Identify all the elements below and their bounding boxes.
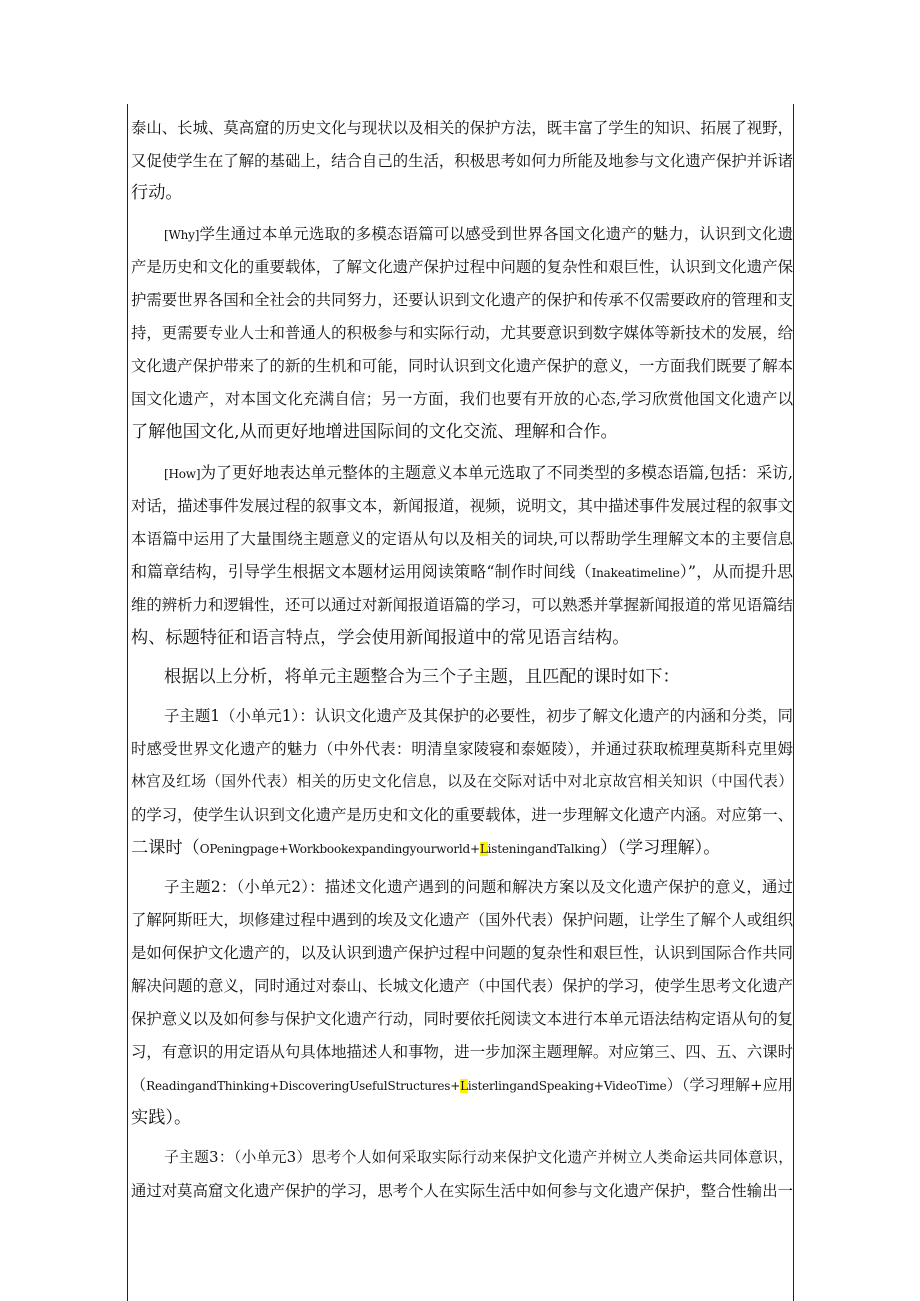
paragraph-why-first-line: [Why]学生通过本单元选取的多模态语篇可以感受到世界各国文化遗产的魅力，认识到文化遗 [164,225,793,243]
subtopic-2-first-line: 子主题2：（小单元2）：描述文化遗产遇到的问题和解决方案以及文化遗产保护的意义，通过 [164,878,793,896]
text-line: 时感受世界文化遗产的魅力（中外代表：明清皇家陵寝和泰姬陵），并通过获取梳理莫斯科克里姆 [131,740,793,758]
highlight-mark: L [479,842,488,856]
text-line: 国文化遗产，对本国文化充满自信；另一方面，我们也要有开放的心态,学习欣赏他国文化遗产以 [131,390,793,408]
english-term: isterlingandSpeaking+VideoTime [467,1079,667,1093]
text-line: 对话，描述事件发展过程的叙事文本，新闻报道，视频，说明文，其中描述事件发展过程的叙事文 [131,497,793,515]
highlight-mark: L [460,1079,468,1093]
text-line: 了解他国文化,从而更好地增进国际间的文化交流、理解和合作。 [131,422,618,442]
text-line: 文化遗产保护带来了的新的生机和可能，同时认识到文化遗产保护的意义，一方面我们既要了解本 [131,357,793,375]
subtopic-3-first-line: 子主题3：（小单元3）思考个人如何采取实际行动来保护文化遗产并树立人类命运共同体意识， [164,1149,793,1166]
english-term: OPeningpage+Workbookexpandingyourworld+ [199,842,480,856]
paragraph-how-first-line: [How]为了更好地表达单元整体的主题意义本单元选取了不同类型的多模态语篇,包括：采访, [164,463,793,482]
text-line: 构、标题特征和语言特点，学会使用新闻报道中的常见语言结构。 [131,628,630,648]
summary-line: 根据以上分析，将单元主题整合为三个子主题，且匹配的课时如下： [164,667,680,687]
english-term: isteningandTalking [487,842,601,856]
text-line: 是如何保护文化遗产的，以及认识到遗产保护过程中问题的复杂性和艰巨性，认识到国际合作共同 [131,944,793,962]
text-line: 的学习，使学生认识到文化遗产是历史和文化的重要载体，进一步理解文化遗产内涵。对应第一、 [131,806,793,824]
text-line: 本语篇中运用了大量围绕主题意义的定语从句以及相关的词块,可以帮助学生理解文本的主要信息 [131,530,793,548]
why-tag: [Why] [164,228,200,242]
text-line: 了解阿斯旺大，坝修建过程中遇到的埃及文化遗产（国外代表）保护问题，让学生了解个人或组织 [131,911,793,929]
text-line: 持，更需要专业人士和普通人的积极参与和实际行动，尤其要意识到数字媒体等新技术的发展，给 [131,324,793,342]
text-line: 泰山、长城、莫高窟的历史文化与现状以及相关的保护方法，既丰富了学生的知识、拓展了视野， [131,119,793,137]
how-tag: [How] [164,467,201,481]
text-line: 通过对莫高窟文化遗产保护的学习，思考个人在实际生活中如何参与文化遗产保护，整合性输出一 [131,1182,793,1200]
text-line: （ReadingandThinking+DiscoveringUsefulStructures+ListerlingandSpeaking+VideoTime）（学习理解+应用 [131,1076,793,1094]
text-line: 实践）。 [131,1108,192,1128]
text-line: 又促使学生在了解的基础上，结合自己的生活，积极思考如何力所能及地参与文化遗产保护并诉诸 [131,152,793,170]
text-line: 维的辨析力和逻辑性，还可以通过对新闻报道语篇的学习，可以熟悉并掌握新闻报道的常见语篇结 [131,596,793,614]
english-term: ReadingandThinking+DiscoveringUsefulStructures+ [146,1079,461,1093]
text-line: 习，有意识的用定语从句具体地描述人和事物，进一步加深主题理解。对应第三、四、五、六课时 [131,1043,793,1061]
text-line: 和篇章结构，引导学生根据文本题材运用阅读策略“制作时间线（Inakeatimeline）”，从而提升思 [131,562,793,581]
text-line: 行动。 [131,183,183,203]
text-line: 产是历史和文化的重要载体，了解文化遗产保护过程中问题的复杂性和艰巨性，认识到文化遗产保 [131,258,793,276]
text-line: 保护意义以及如何参与保护文化遗产行动，同时要依托阅读文本进行本单元语法结构定语从句的复 [131,1010,793,1028]
text-line: 护需要世界各国和全社会的共同努力，还要认识到文化遗产的保护和传承不仅需要政府的管理和支 [131,291,793,309]
text-line: 林宫及红场（国外代表）相关的历史文化信息，以及在交际对话中对北京故宫相关知识（中国代表） [131,773,793,790]
text-line: 二课时（OPeningpage+Workbookexpandingyourworld+ListeningandTalking）（学习理解）。 [131,838,721,858]
text-line: 解决问题的意义，同时通过对泰山、长城文化遗产（中国代表）保护的学习，使学生思考文化遗产 [131,977,793,995]
subtopic-1-first-line: 子主题1（小单元1）：认识文化遗产及其保护的必要性，初步了解文化遗产的内涵和分类，同 [164,707,793,725]
english-term: Inakeatimeline [591,566,680,580]
